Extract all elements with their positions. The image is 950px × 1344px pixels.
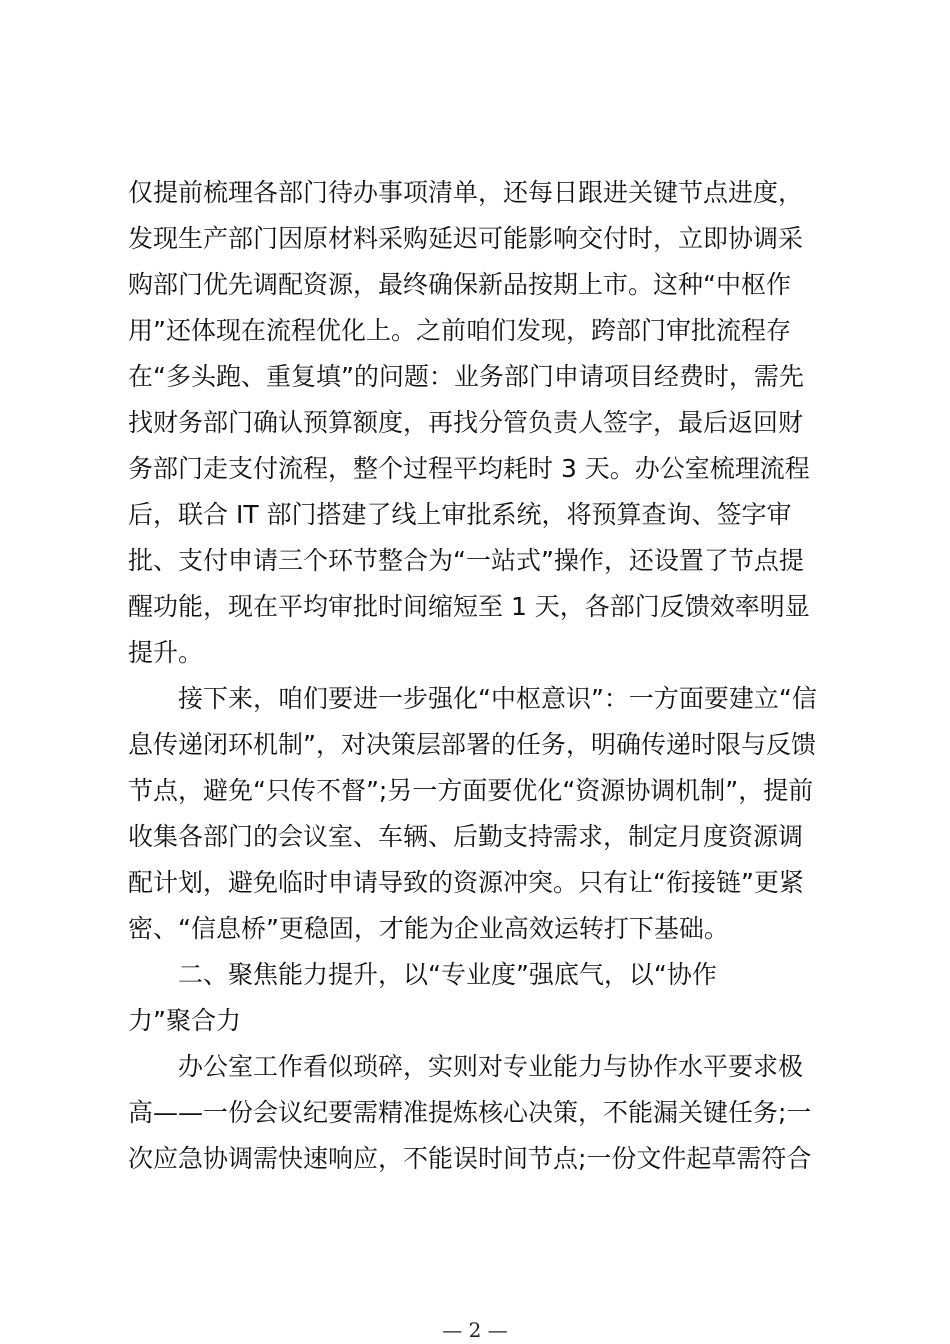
text-line: 高——一份会议纪要需精准提炼核心决策，不能漏关键任务;一 (128, 1098, 812, 1127)
text-line: 后，联合 IT 部门搭建了线上审批系统，将预算查询、签字审 (128, 500, 792, 529)
page-number: — 2 — (442, 1318, 508, 1342)
text-line: 次应急协调需快速响应，不能误时间节点;一份文件起草需符合 (128, 1144, 812, 1173)
text-line: 找财务部门确认预算额度，再找分管负责人签字，最后返回财 (128, 408, 804, 437)
text-line: 醒功能，现在平均审批时间缩短至 1 天，各部门反馈效率明显 (128, 592, 810, 621)
text-line: 发现生产部门因原材料采购延迟可能影响交付时，立即协调采 (128, 224, 804, 253)
paragraph-start-line: 办公室工作看似琐碎，实则对专业能力与协作水平要求极 (178, 1052, 804, 1081)
paragraph-start-line: 接下来，咱们要进一步强化“中枢意识”：一方面要建立“信 (178, 684, 817, 713)
text-line: 用”还体现在流程优化上。之前咱们发现，跨部门审批流程存 (128, 316, 791, 345)
text-line: 在“多头跑、重复填”的问题：业务部门申请项目经费时，需先 (128, 362, 804, 391)
text-line: 配计划，避免临时申请导致的资源冲突。只有让“衔接链”更紧 (128, 868, 804, 897)
text-line: 密、“信息桥”更稳固，才能为企业高效运转打下基础。 (128, 914, 729, 943)
text-line: 仅提前梳理各部门待办事项清单，还每日跟进关键节点进度， (128, 178, 804, 207)
body-text (128, 170, 828, 1182)
section-heading-line: 二、聚焦能力提升，以“专业度”强底气，以“协作 (178, 960, 717, 989)
text-line: 提升。 (128, 638, 204, 667)
section-heading-line: 力”聚合力 (128, 1006, 241, 1035)
text-line: 收集各部门的会议室、车辆、后勤支持需求，制定月度资源调 (128, 822, 804, 851)
text-line: 批、支付申请三个环节整合为“一站式”操作，还设置了节点提 (128, 546, 804, 575)
text-line: 息传递闭环机制”，对决策层部署的任务，明确传递时限与反馈 (128, 730, 816, 759)
text-line: 节点，避免“只传不督”;另一方面要优化“资源协调机制”，提前 (128, 776, 814, 805)
text-line: 购部门优先调配资源，最终确保新品按期上市。这种“中枢作 (128, 270, 791, 299)
text-line: 务部门走支付流程，整个过程平均耗时 3 天。办公室梳理流程 (128, 454, 810, 483)
